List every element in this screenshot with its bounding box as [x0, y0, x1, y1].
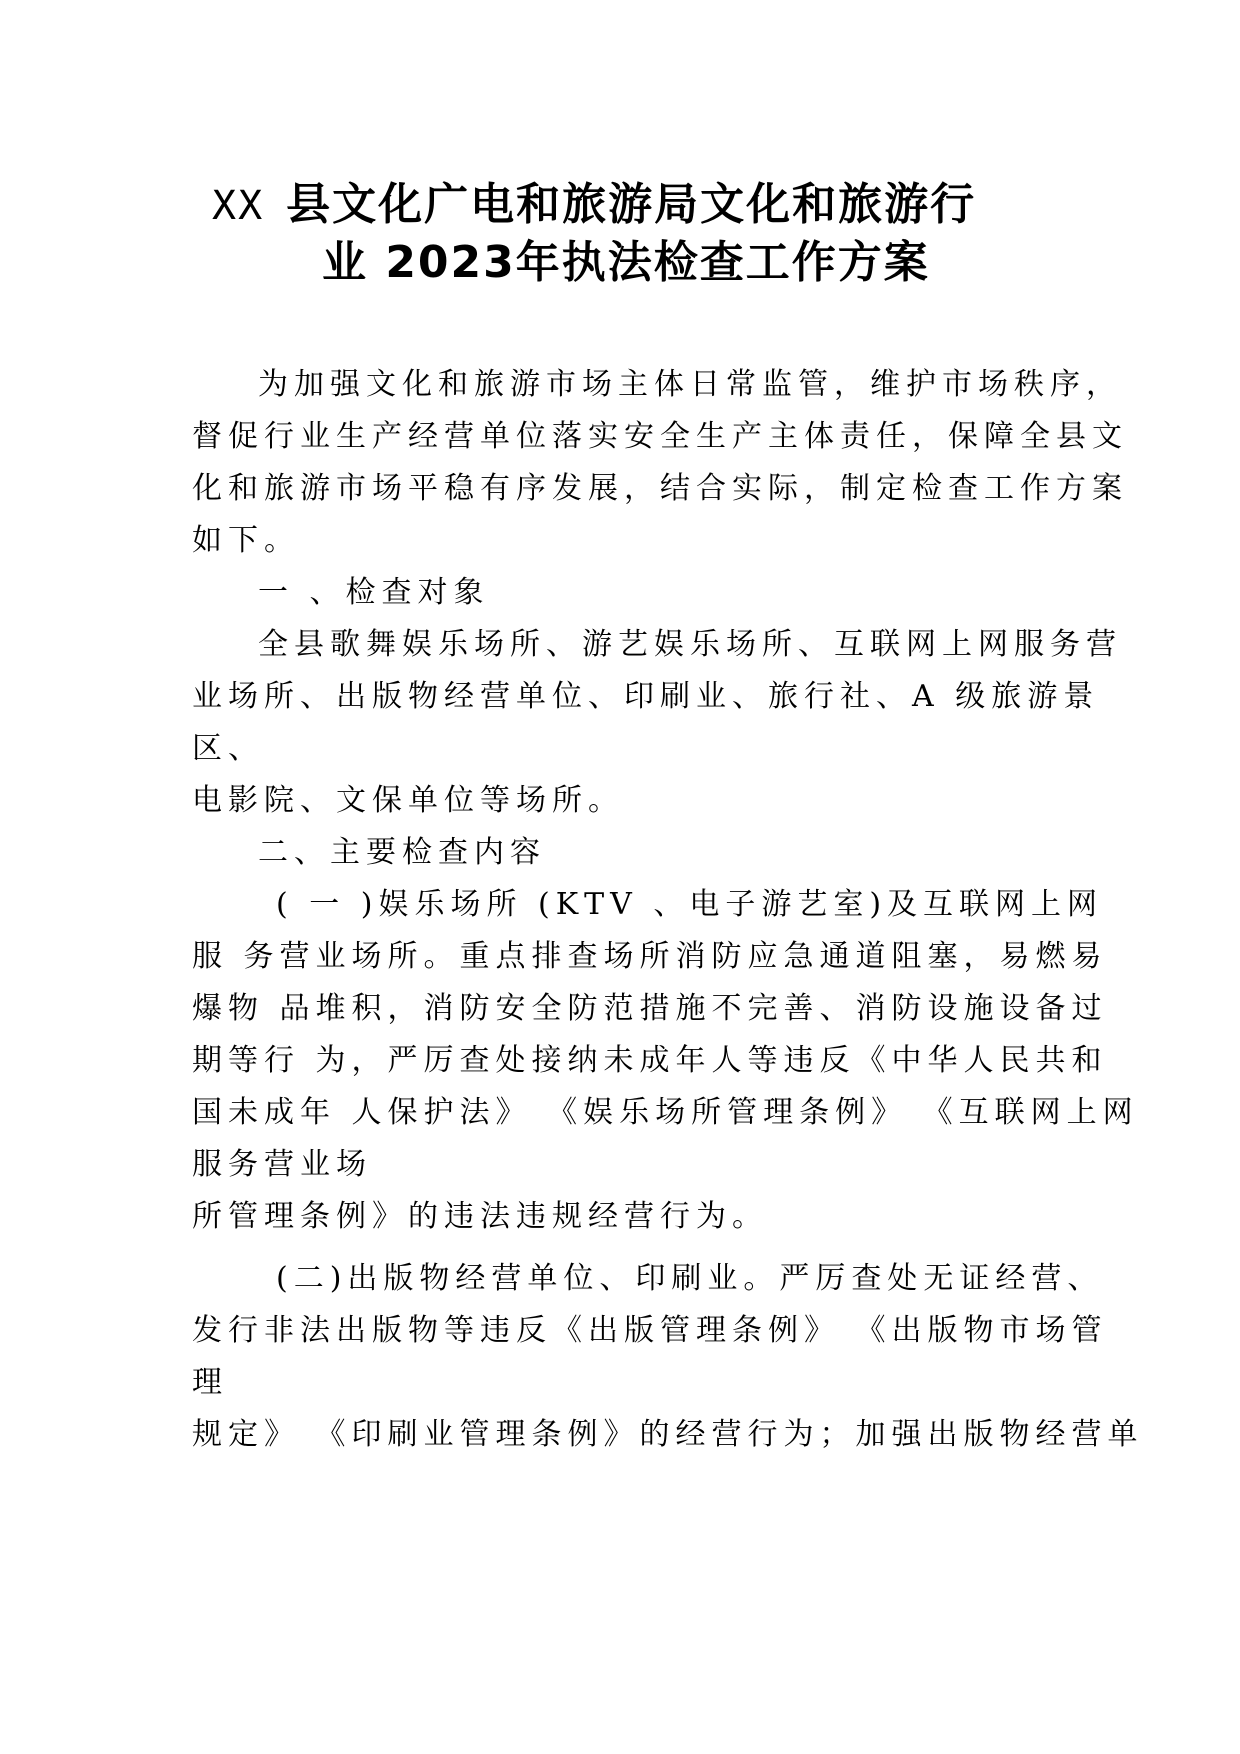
document-title-line-2: 业 2023年执法检查工作方案 [322, 237, 930, 288]
section-heading: 一 、检查对象 [258, 575, 490, 610]
body-line: 如下。 [192, 523, 300, 558]
body-line: 督促行业生产经营单位落实安全生产主体责任，保障全县文 [192, 419, 1128, 454]
body-line: 所管理条例》的违法违规经营行为。 [192, 1199, 768, 1234]
body-line: 规定》 《印刷业管理条例》的经营行为；加强出版物经营单 [192, 1417, 1144, 1452]
section-heading: 二、主要检查内容 [258, 835, 546, 870]
body-line: 化和旅游市场平稳有序发展，结合实际，制定检查工作方案 [192, 471, 1128, 506]
body-line: 国未成年 人保护法》 《娱乐场所管理条例》 《互联网上网 [192, 1095, 1139, 1130]
body-line: 全县歌舞娱乐场所、游艺娱乐场所、互联网上网服务营 [258, 627, 1122, 662]
body-line: 爆物 品堆积，消防安全防范措施不完善、消防设施设备过 [192, 991, 1108, 1026]
body-line: ( 一 )娱乐场所 (KTV 、电子游艺室)及互联网上网 [276, 887, 1104, 922]
body-line: 服务营业场 [192, 1147, 372, 1182]
title-text-1: 县文化广电和旅游局文化和旅游行 [286, 179, 977, 230]
body-line: 区、 [192, 731, 264, 766]
body-line: (二)出版物经营单位、印刷业。严厉查处无证经营、 [276, 1261, 1104, 1296]
title-prefix: XX [212, 183, 265, 229]
body-line: 期等行 为，严厉查处接纳未成年人等违反《中华人民共和 [192, 1043, 1108, 1078]
body-line: 理 [192, 1365, 228, 1400]
body-line: 电影院、文保单位等场所。 [192, 783, 624, 818]
body-line: 为加强文化和旅游市场主体日常监管，维护市场秩序， [258, 367, 1122, 402]
body-line: 发行非法出版物等违反《出版管理条例》 《出版物市场管 [192, 1313, 1108, 1348]
body-line: 业场所、出版物经营单位、印刷业、旅行社、A 级旅游景 [192, 679, 1100, 714]
document-title-line-1 [212, 168, 976, 232]
body-line: 服 务营业场所。重点排查场所消防应急通道阻塞，易燃易 [192, 939, 1108, 974]
